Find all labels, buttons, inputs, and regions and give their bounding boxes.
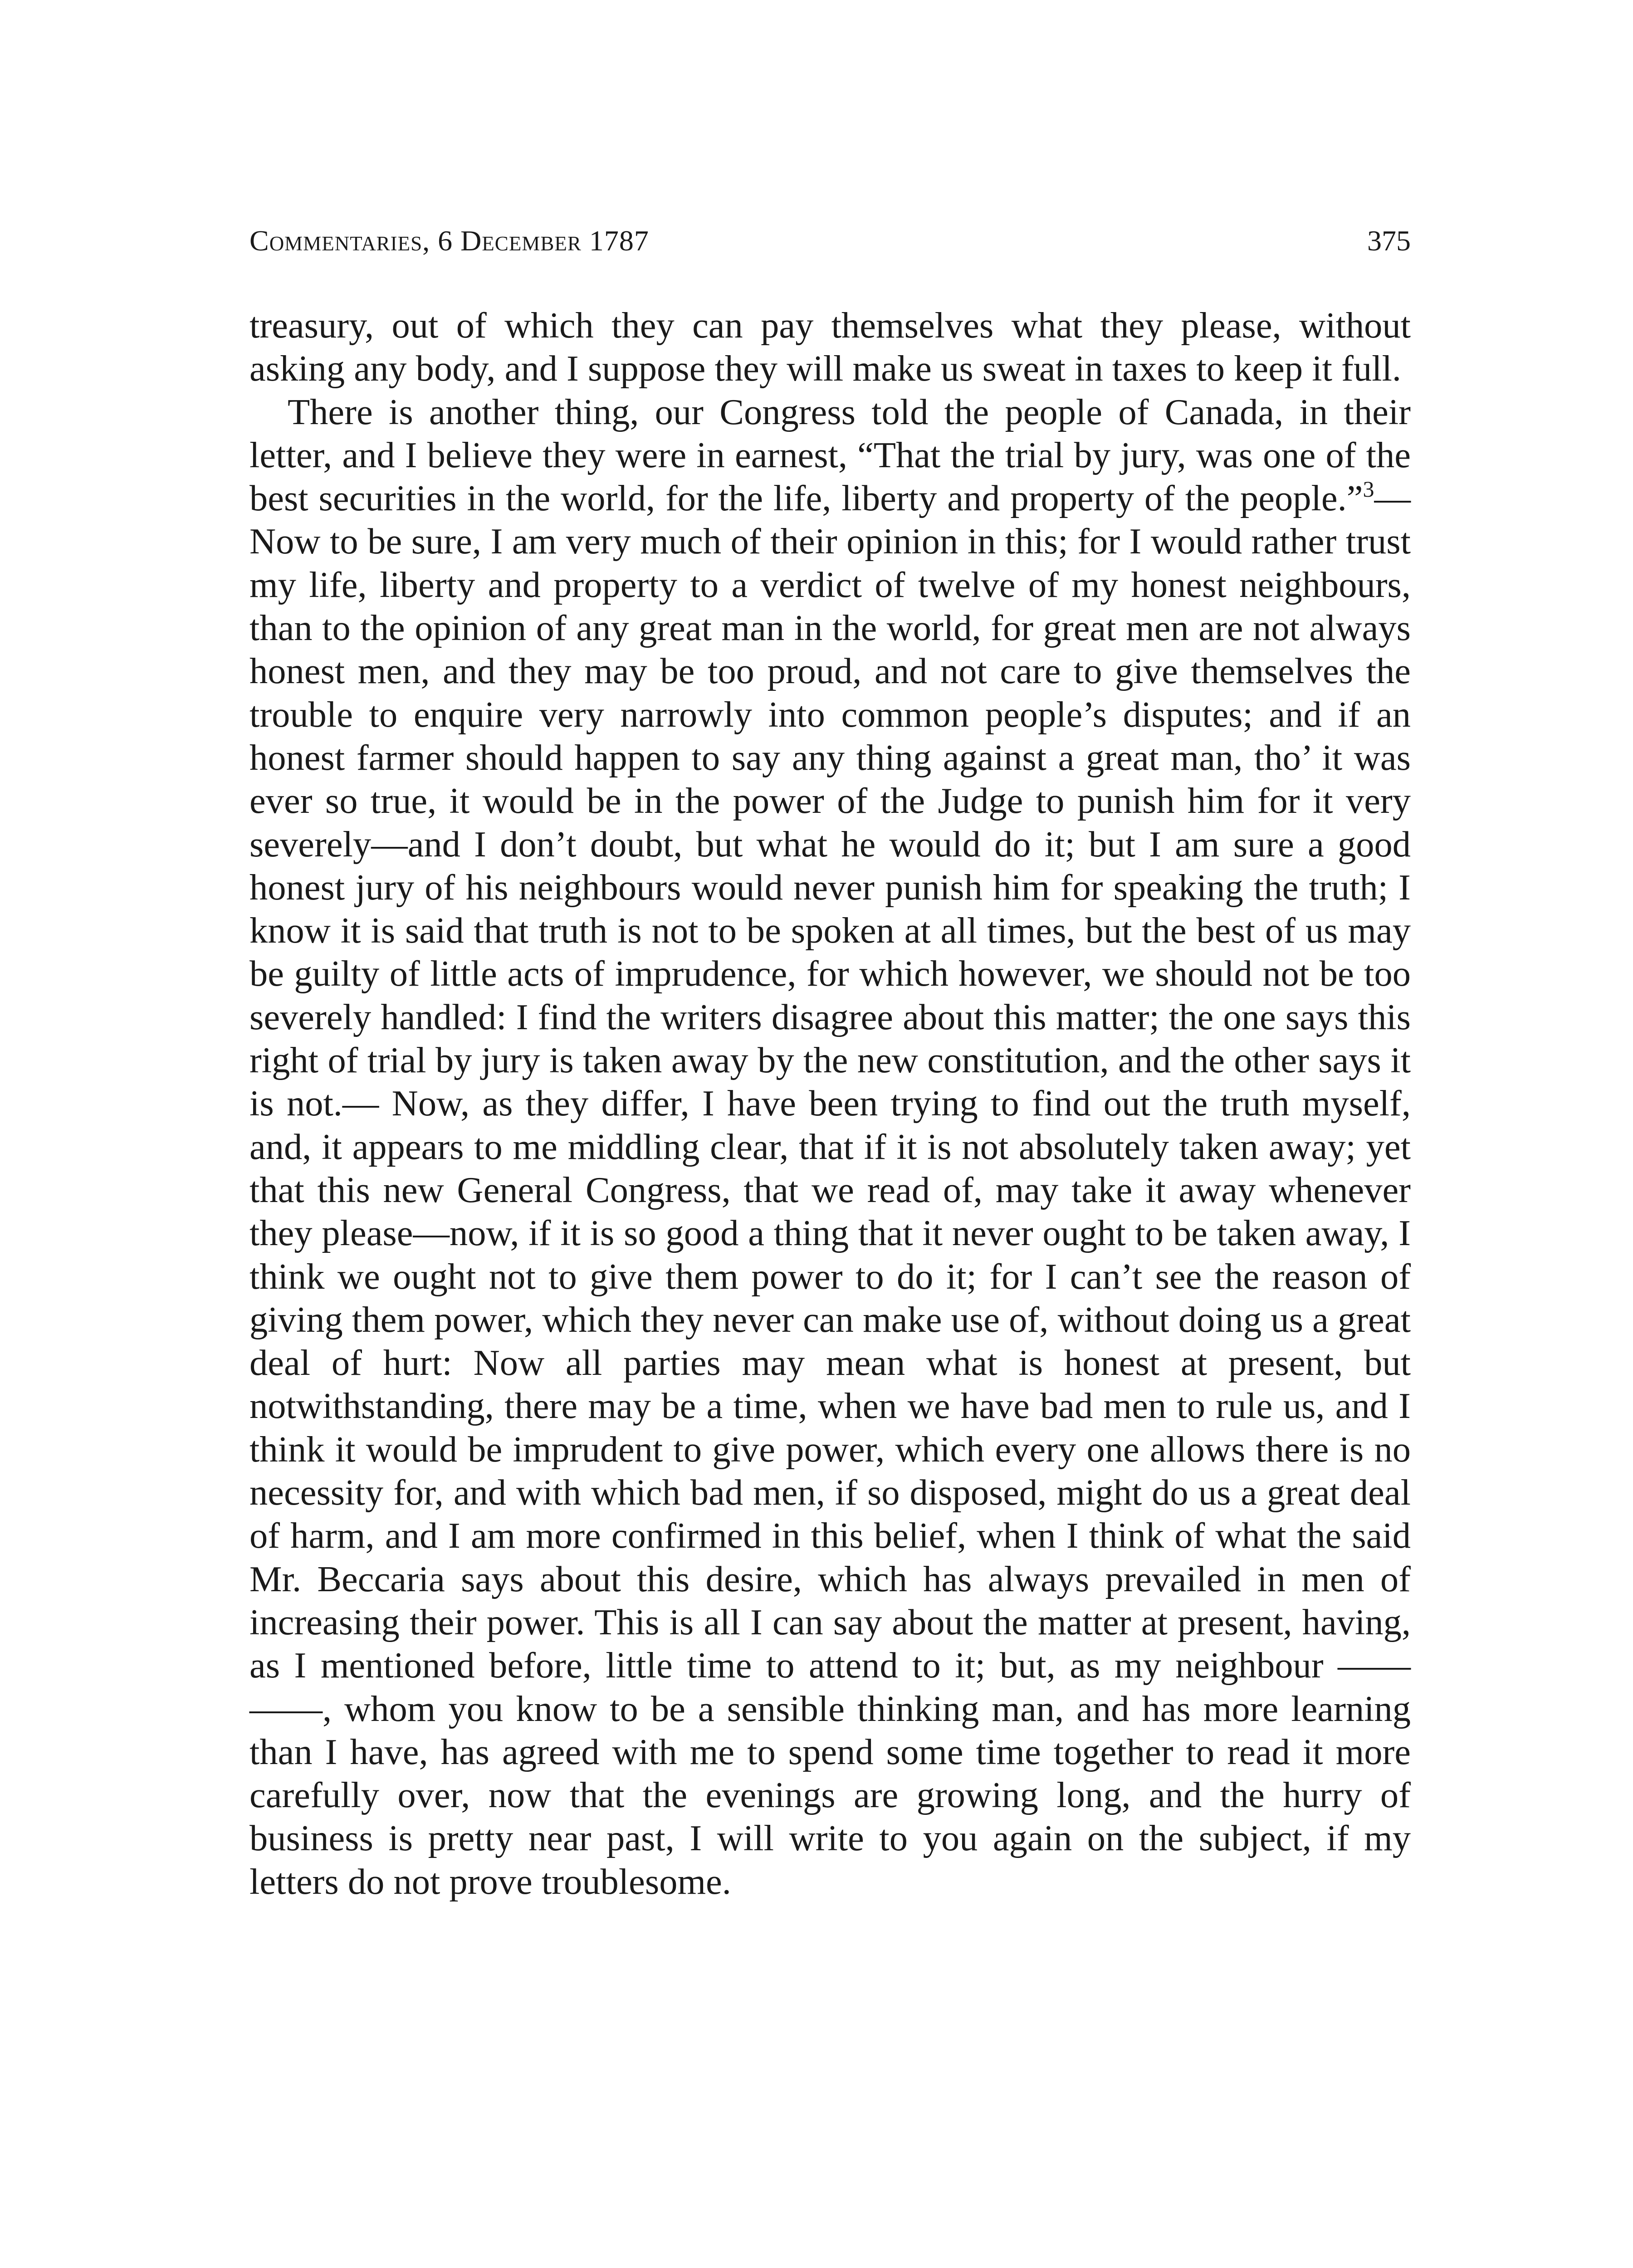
footnote-marker: 3	[1363, 476, 1374, 502]
page-number: 375	[1367, 225, 1411, 257]
paragraph-trial-by-jury	[249, 391, 1411, 1903]
body-text	[249, 304, 1411, 1903]
running-head	[249, 220, 1411, 261]
paragraph-text-before-note: There is another thing, our Congress told the people of Canada, in their letter, and I believe they were in earnest, “That the trial by jury, was one of the best securities in the world, for the life, liberty and property of the people.”	[249, 391, 1411, 519]
paragraph-continued: treasury, out of which they can pay themselves what they please, without asking any body, and I suppose they will make us sweat in taxes to keep it full.	[249, 305, 1411, 389]
paragraph-text-after-note: —Now to be sure, I am very much of their opinion in this; for I would rather trust my life, liberty and property to a verdict of twelve of my honest neighbours, than to the opinion of any great man in the world, for great men are not always honest men, and they may be too proud, and not care to give themselves the trouble to enquire very narrowly into common people’s disputes; and if an honest farmer should happen to say any thing against a great man, tho’ it was ever so true, it would be in the power of the Judge to punish him for it very severely—and I don’t doubt, but what he would do it; but I am sure a good honest jury of his neighbours would never punish him for speaking the truth; I know it is said that truth is not to be spoken at all times, but the best of us may be guilty of little acts of imprudence, for which however, we should not be too severely handled: I find the writers disagree about this matter; the one says this right of trial by jury is taken away by the new constitution, and the other says it is not.— Now, as they differ, I have been trying to find out the truth myself, and, it appears to me middling clear, that if it is not absolutely taken away; yet that this new General Congress, that we read of, may take it away whenever they please—now, if it is so good a thing that it never ought to be taken away, I think we ought not to give them power to do it; for I can’t see the reason of giving them power, which they never can make use of, without doing us a great deal of hurt: Now all parties may mean what is honest at present, but notwithstanding, there may be a time, when we have bad men to rule us, and I think it would be imprudent to give power, which every one allows there is no necessity for, and with which bad men, if so disposed, might do us a great deal of harm, and I am more confirmed in this belief, when I think of what the said Mr. Beccaria says about this desire, which has always prevailed in men of increasing their power. This is all I can say about the matter at present, having, as I mentioned before, little time to attend to it; but, as my neighbour —— ——, whom you know to be a sensible thinking man, and has more learning than I have, has agreed with me to spend some time together to read it more carefully over, now that the evenings are growing long, and the hurry of business is pretty near past, I will write to you again on the subject, if my letters do not prove troublesome.	[249, 478, 1411, 1902]
running-head-title: Commentaries, 6 December 1787	[249, 225, 649, 257]
